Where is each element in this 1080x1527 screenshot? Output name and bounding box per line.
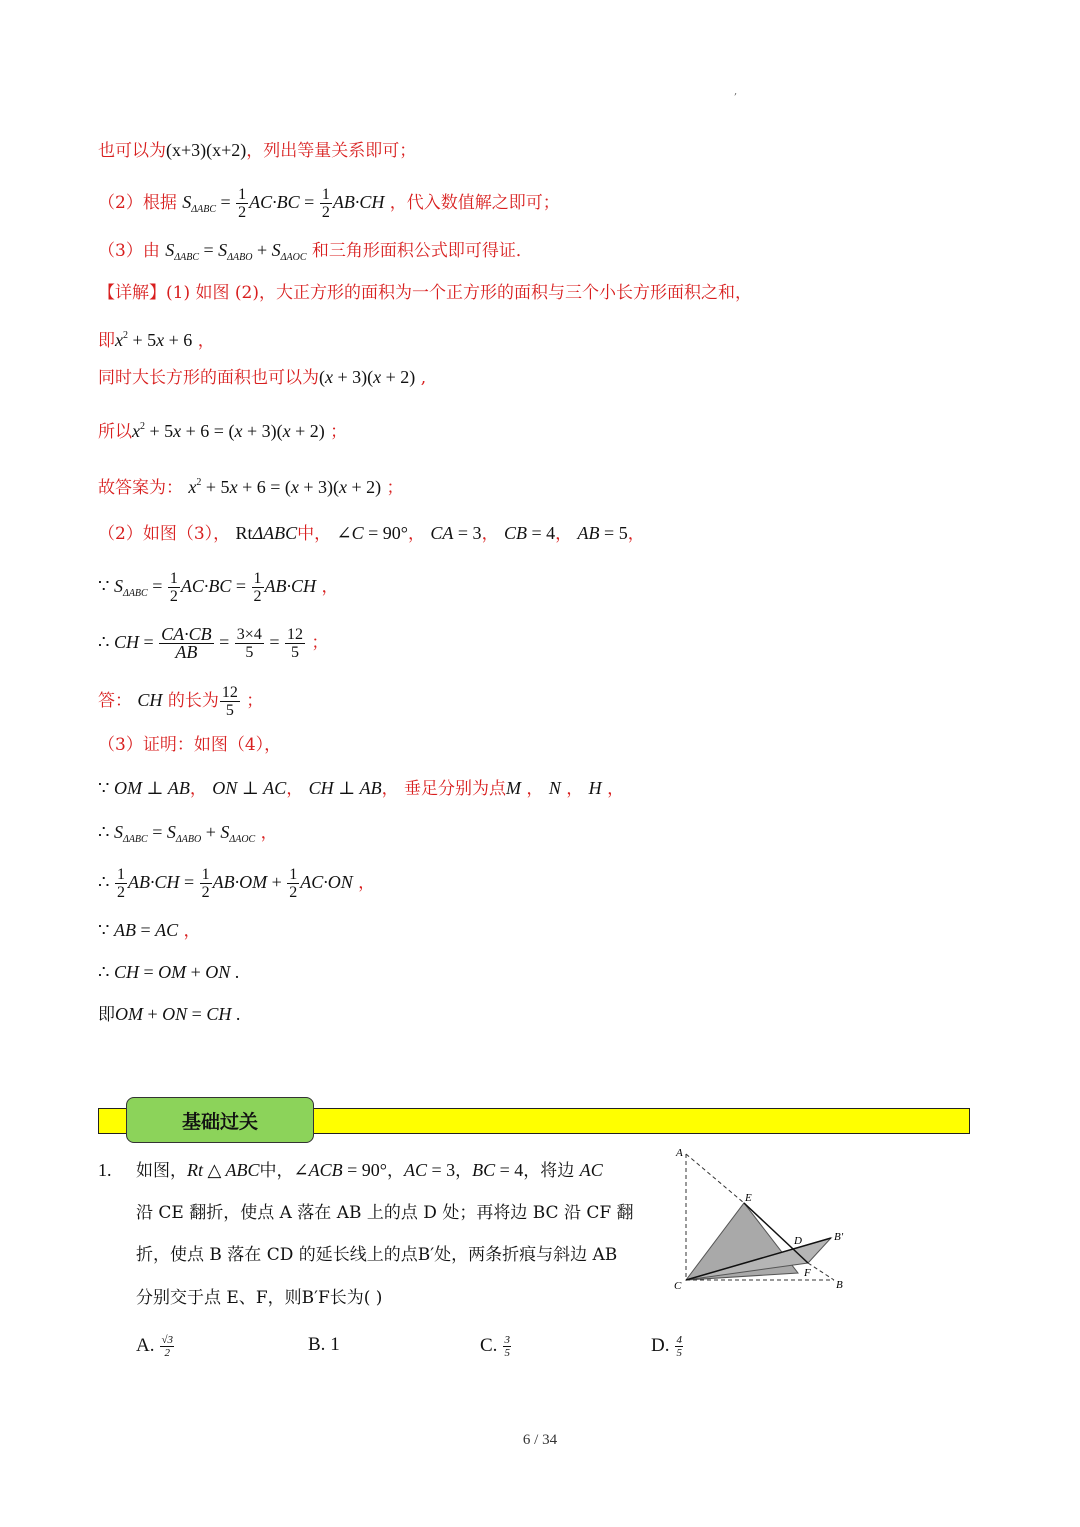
option-c[interactable] (480, 1334, 511, 1359)
scan-dot: , (734, 86, 738, 97)
label-a: A (676, 1147, 683, 1159)
text-line-19: 即OM + ON = CH . (98, 1004, 241, 1025)
text-line-1 (98, 138, 416, 163)
l3-tail: 和三角形面积公式即可得证． (311, 241, 533, 261)
question-line-1: 如图，Rt △ ABC中，∠ACB = 90°，AC = 3，BC = 4，将边 AC (136, 1160, 603, 1181)
q-line1-a: 如图， (136, 1161, 187, 1181)
option-a-num: √3 (161, 1334, 174, 1346)
text-line-4: 【详解】(1) 如图 (2)，大正方形的面积为一个正方形的面积与三个小长方形面积之和， (98, 283, 752, 303)
l12-head: 答： (98, 691, 132, 711)
q-line1-c: ，将边 (523, 1161, 575, 1181)
l5-head: 即 (98, 331, 115, 351)
l8-head: 故答案为： (98, 478, 183, 498)
l9-mid: 中， (297, 524, 332, 544)
q-line1-b: 中， (259, 1161, 294, 1181)
option-d[interactable] (651, 1334, 683, 1359)
page-number: 6 / 34 (522, 1432, 558, 1448)
option-b-label: B. (308, 1334, 326, 1355)
option-b[interactable] (308, 1334, 340, 1356)
option-a-label: A. (136, 1334, 155, 1356)
question-number: 1. (98, 1160, 112, 1180)
label-b: B (836, 1279, 843, 1291)
text-line-14: ∵ OM ⊥ AB， ON ⊥ AC， CH ⊥ AB， 垂足分别为点M ， N ， H ， (98, 778, 625, 799)
label-bp: B′ (834, 1231, 844, 1243)
text-line-9: （2）如图（3）， RtΔABC中， ∠C = 90°， CA = 3， CB = 4， AB = 5， (98, 523, 645, 544)
text-line-2: （2）根据 $S_{\Delta ABC}$ = $\frac{1}{2}$ AC·BC = $\frac{1}{2}$ AB·CH ，代入数值解之即可； (98, 186, 560, 221)
l6-text: 同时大长方形的面积也可以为 (98, 368, 319, 388)
l14-tail: 垂足分别为点 (404, 779, 507, 799)
edge-ae (686, 1154, 744, 1203)
question-line-4: 分别交于点 E、F，则B′F长为( ) (136, 1288, 383, 1308)
text-line-12: 答： CH 的长为 $\frac{12}{5}$ ； (98, 684, 264, 719)
l19-head: 即 (98, 1005, 115, 1025)
option-b-value: 1 (330, 1334, 340, 1355)
l1-tail: ，列出等量关系即可； (246, 141, 417, 161)
text-line-6: 同时大长方形的面积也可以为(x + 3)(x + 2) , (98, 367, 427, 388)
option-c-den: 5 (504, 1347, 510, 1359)
option-d-num: 4 (676, 1334, 682, 1346)
text-line-16: ∴ $\frac{1}{2}$ AB·CH = $\frac{1}{2}$ AB·OM + $\frac{1}{2}$ AC·ON ， (98, 866, 376, 901)
text-line-10: ∵ $S_{\Delta ABC}$ = $\frac{1}{2}$ AC·BC = $\frac{1}{2}$ AB·CH ， (98, 570, 339, 605)
l7-head: 所以 (98, 422, 132, 442)
option-a-den: 2 (164, 1347, 170, 1359)
text-line-8: 故答案为： $x^2 + 5x + 6 = (x + 3)(x + 2)$ ； (98, 477, 404, 498)
l2-head: （2）根据 (98, 193, 177, 213)
option-a[interactable] (136, 1334, 174, 1359)
option-d-den: 5 (676, 1347, 682, 1359)
question-line-2: 沿 CE 翻折，使点 A 落在 AB 上的点 D 处；再将边 BC 沿 CF 翻 (136, 1203, 634, 1223)
text-line-11: ∴ CH = $\frac{CA\cdot CB}{AB}$ = $\frac{3\times 4}{5}$ = $\frac{12}{5}$ ； (98, 624, 329, 662)
text-line-3: （3）由 $S_{\Delta ABC} = S_{\Delta ABO} + S_{\Delta AOC}$ 和三角形面积公式即可得证． (98, 240, 533, 263)
label-e: E (745, 1192, 752, 1204)
option-c-label: C. (480, 1334, 498, 1356)
l1-text: 也可以为 (98, 141, 166, 161)
l3-head: （3）由 (98, 241, 160, 261)
text-line-15: ∴ $S_{\Delta ABC} = S_{\Delta ABO} + S_{\Delta AOC}$ ， (98, 822, 278, 845)
text-line-13: （3）证明：如图（4）， (98, 735, 282, 755)
geometry-figure (668, 1144, 858, 1294)
l2-tail: ，代入数值解之即可； (389, 193, 560, 213)
text-line-5: 即$x^2 + 5x + 6$ ， (98, 330, 215, 351)
option-c-num: 3 (504, 1334, 510, 1346)
l1-math: (x+3)(x+2) (166, 140, 247, 160)
section-banner-title: 基础过关 (126, 1097, 314, 1143)
label-f: F (804, 1267, 811, 1279)
option-d-label: D. (651, 1334, 670, 1356)
text-line-18: ∴ CH = OM + ON . (98, 962, 240, 982)
edge-fb (808, 1263, 834, 1280)
l9-head: （2）如图（3）， (98, 524, 231, 544)
text-line-17: ∵ AB = AC ， (98, 920, 201, 941)
label-c: C (674, 1280, 682, 1292)
label-d: D (794, 1235, 802, 1247)
l12-mid: 的长为 (167, 691, 219, 711)
question-line-3: 折，使点 B 落在 CD 的延长线上的点B′处，两条折痕与斜边 AB (136, 1245, 618, 1265)
text-line-7: 所以$x^2 + 5x + 6 = (x + 3)(x + 2)$ ； (98, 421, 348, 442)
